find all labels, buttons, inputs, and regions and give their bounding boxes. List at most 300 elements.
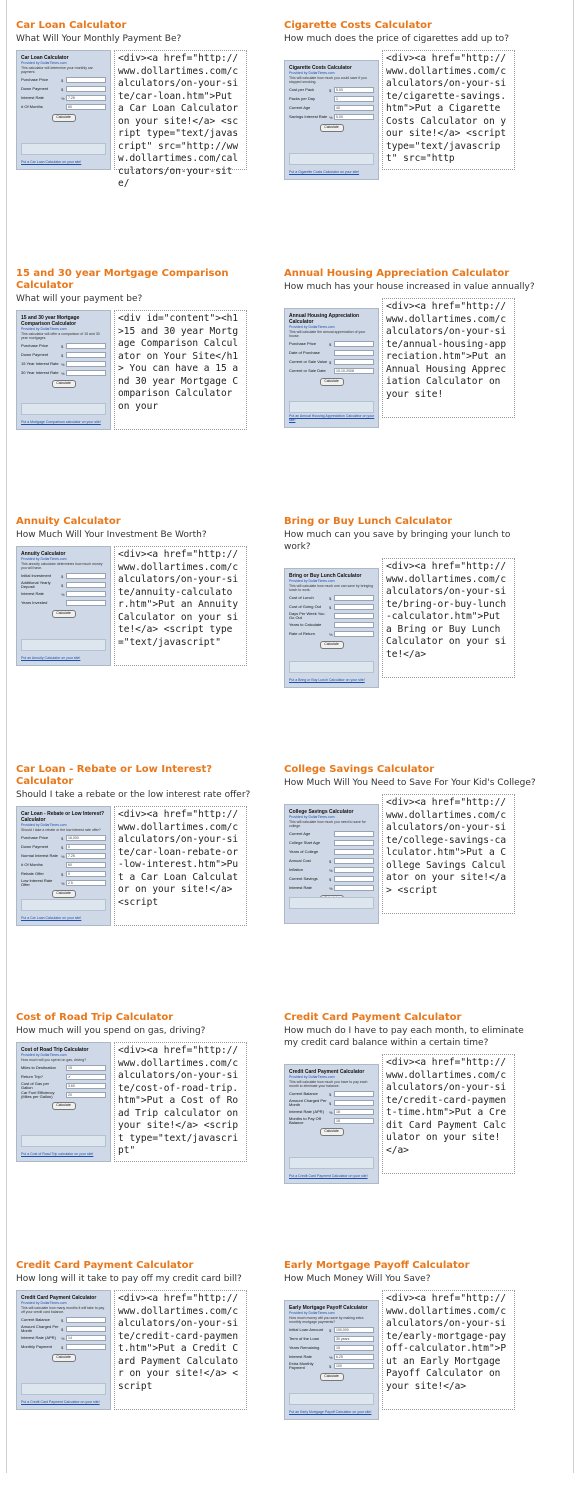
preview-field-label: Additional Yearly Deposit	[21, 580, 51, 589]
preview-field-input[interactable]: 7.25	[66, 95, 106, 101]
calculator-preview	[284, 308, 379, 428]
preview-field-unit: %	[61, 880, 65, 886]
preview-title: College Savings Calculator	[289, 809, 354, 815]
preview-field-unit: $	[329, 858, 332, 864]
calculator-preview	[284, 60, 379, 180]
preview-embed-link[interactable]: Put a Credit Card Payment Calculator on your site!	[289, 1174, 368, 1178]
preview-field-unit: %	[329, 867, 333, 873]
preview-result-box	[21, 403, 106, 415]
preview-field-unit: $	[61, 1326, 64, 1332]
preview-calculate-button[interactable]: Calculate	[52, 890, 76, 898]
calculator-card	[284, 20, 539, 268]
preview-field	[21, 1316, 106, 1324]
preview-provider-link[interactable]: Provided by DollarTimes.com	[289, 1311, 335, 1315]
preview-title: Annuity Calculator	[21, 551, 66, 557]
preview-description: This will calculate how much you could save if you stopped smoking.	[289, 76, 367, 84]
preview-field-input[interactable]: 100	[334, 1363, 374, 1369]
preview-field-input[interactable]: 15	[334, 1345, 374, 1351]
calculator-preview	[16, 1290, 111, 1410]
preview-field-input[interactable]	[334, 341, 374, 347]
preview-field-label: Term of the Loan	[289, 1336, 320, 1341]
preview-field-unit: %	[61, 95, 65, 101]
preview-field-input[interactable]	[334, 1091, 374, 1097]
preview-field	[289, 1099, 374, 1107]
calculator-card	[284, 516, 539, 764]
preview-field-unit: $	[61, 871, 64, 877]
preview-title: Cigarette Costs Calculator	[289, 65, 352, 71]
card-title-link[interactable]: Car Loan Calculator	[16, 20, 127, 31]
preview-field-input[interactable]	[66, 343, 106, 349]
card-title-link[interactable]: Cost of Road Trip Calculator	[16, 1012, 174, 1023]
preview-field-label: Interest Rate	[21, 591, 44, 596]
preview-field-input[interactable]	[334, 840, 374, 846]
calculator-card	[284, 764, 539, 1012]
preview-field-input[interactable]	[334, 858, 374, 864]
preview-field-unit: $	[329, 595, 332, 601]
preview-field-unit: $	[329, 1363, 332, 1369]
card-body	[284, 794, 539, 924]
preview-field-input[interactable]: 10-10-2008	[334, 368, 374, 374]
preview-field-unit: $	[329, 359, 332, 365]
embed-code-textarea[interactable]: <div><a href="http://www.dollartimes.com/calculators/on-your-site/car-loan-rebate-or-low-interest.htm">Put a Car Loan Calculator on your site!</a> <script	[114, 806, 247, 926]
preview-field-input[interactable]	[334, 867, 374, 873]
preview-field-input[interactable]: 40	[334, 105, 374, 111]
preview-field-input[interactable]: 7.25	[66, 853, 106, 859]
embed-code-textarea[interactable]: <div><a href="http://www.dollartimes.com/calculators/on-your-site/annuity-calculator.htm">Put an Annuity Calculator on your site!</a> <script type="text/javascript"	[114, 546, 247, 666]
calculator-preview	[16, 546, 111, 666]
preview-description: This annuity calculator determines how much money you will have.	[21, 562, 103, 570]
preview-field-label: Current or Sale Date	[289, 368, 326, 373]
calculator-preview	[284, 804, 379, 924]
preview-field	[289, 866, 374, 874]
preview-field-input[interactable]	[334, 622, 374, 628]
card-title-link[interactable]: Credit Card Payment Calculator	[16, 1260, 194, 1271]
preview-field-input[interactable]	[66, 1326, 106, 1332]
preview-field-unit: $	[61, 1344, 64, 1350]
preview-title: Credit Card Payment Calculator	[289, 1069, 365, 1075]
preview-field-input[interactable]	[66, 591, 106, 597]
preview-field	[21, 1343, 106, 1351]
embed-code-textarea[interactable]: <div><a href="http://www.dollartimes.com/calculators/on-your-site/credit-card-payment-time.htm">Put a Credit Card Payment Calculator on your site!</a>	[382, 1054, 515, 1174]
preview-field-input[interactable]	[66, 370, 106, 376]
preview-field-label: Savings Interest Rate	[289, 114, 328, 119]
preview-field-input[interactable]: 100,000	[334, 1327, 374, 1333]
preview-field	[21, 76, 106, 84]
card-title-link[interactable]: College Savings Calculator	[284, 764, 435, 775]
preview-title: Early Mortgage Payoff Calculator	[289, 1305, 368, 1311]
preview-field-label: Rebate Offer	[21, 871, 44, 876]
preview-field	[21, 843, 106, 851]
preview-field-input[interactable]	[66, 77, 106, 83]
preview-field-input[interactable]: 18	[334, 1109, 374, 1115]
preview-field-input[interactable]: 16,000	[66, 835, 106, 841]
preview-field-unit: $	[61, 1317, 64, 1323]
preview-field	[21, 369, 106, 377]
preview-field-label: Cost of Lunch	[289, 595, 314, 600]
preview-field-input[interactable]: 0	[66, 844, 106, 850]
card-title-link[interactable]: Annuity Calculator	[16, 516, 121, 527]
preview-description: This will calculate how much one can save by bringing lunch to work.	[289, 584, 374, 592]
preview-field	[289, 1108, 374, 1116]
preview-field-unit: $	[61, 352, 64, 358]
preview-field-input[interactable]	[334, 350, 374, 356]
preview-description: This will calculate how much you need to save for college.	[289, 820, 366, 828]
preview-field-label: Amount Charged Per Month	[289, 1098, 327, 1107]
preview-description: This will calculate the annual appreciation of your house.	[289, 330, 366, 338]
card-body	[16, 1042, 271, 1162]
preview-field-label: Purchase Price	[289, 341, 317, 346]
card-body	[284, 1290, 539, 1420]
preview-field-input[interactable]	[66, 582, 106, 588]
preview-field-label: Monthly Payment	[21, 1344, 52, 1349]
card-subtitle: How Much Will You Need to Save For Your Kid's College?	[284, 778, 536, 788]
preview-field	[289, 884, 374, 892]
card-body	[284, 1054, 539, 1184]
preview-field	[289, 1326, 374, 1334]
preview-result-box	[289, 897, 374, 909]
preview-title: Car Loan - Rebate or Low Interest? Calculator	[21, 811, 105, 823]
calculator-preview	[16, 310, 111, 430]
preview-field-label: Rate of Return	[289, 631, 316, 636]
preview-field	[21, 572, 106, 580]
card-subtitle: How Much Will Your Investment Be Worth?	[16, 530, 207, 540]
preview-field-unit: $	[329, 1327, 332, 1333]
preview-field-input[interactable]	[334, 849, 374, 855]
calculator-preview	[284, 1300, 379, 1420]
preview-field-unit: $	[61, 343, 64, 349]
preview-field-input[interactable]: 15	[66, 1065, 106, 1071]
card-title-link[interactable]: Bring or Buy Lunch Calculator	[284, 516, 453, 527]
preview-field	[21, 870, 106, 878]
preview-field-input[interactable]: 60	[66, 862, 106, 868]
preview-field-input[interactable]	[334, 885, 374, 891]
calculator-grid	[16, 20, 564, 1508]
preview-field-label: Purchase Price	[21, 835, 49, 840]
preview-field	[21, 1091, 106, 1099]
preview-field-unit: %	[61, 591, 65, 597]
preview-description: How much will you spend on gas, driving?	[21, 1058, 87, 1062]
preview-field-label: 30 Year Interest Rate	[21, 370, 59, 375]
preview-embed-link[interactable]: Put a Credit Card Payment Calculator on your site!	[21, 1400, 100, 1404]
preview-field-label: Days Per Week You Go Out	[289, 611, 325, 620]
preview-embed-link[interactable]: Put an Early Mortgage Payoff Calculator on your site!	[289, 1410, 372, 1414]
embed-code-textarea[interactable]: <div><a href="http://www.dollartimes.com/calculators/on-your-site/cigarette-savings.htm">Put a Cigarette Costs Calculator on your site!</a> <script type="text/javascript" src="http	[382, 50, 515, 170]
preview-provider-link[interactable]: Provided by DollarTimes.com	[21, 1053, 67, 1057]
preview-field	[289, 113, 374, 121]
preview-embed-link[interactable]: Put a Mortgage Comparison calculator on your site!	[21, 420, 101, 424]
preview-field	[289, 630, 374, 638]
preview-field-label: Amount Charged Per Month	[21, 1324, 59, 1333]
preview-field-input[interactable]: 0	[66, 871, 106, 877]
preview-field-label: Cost of Going Out	[289, 604, 322, 609]
calculator-card	[16, 268, 271, 516]
preview-provider-link[interactable]: Provided by DollarTimes.com	[289, 1075, 335, 1079]
preview-calculate-button[interactable]: Calculate	[52, 610, 76, 618]
calculator-preview	[284, 568, 379, 688]
preview-field-unit: $	[61, 77, 64, 83]
embed-code-textarea[interactable]: <div><a href="http://www.dollartimes.com/calculators/on-your-site/annual-housing-appreciation.htm">Put an Annual Housing Appreciation Calculator on your site!	[382, 298, 515, 418]
calculator-preview	[16, 806, 111, 926]
preview-field-input[interactable]	[66, 600, 106, 606]
preview-provider-link[interactable]: Provided by DollarTimes.com	[289, 71, 335, 75]
preview-provider-link[interactable]: Provided by DollarTimes.com	[21, 1301, 67, 1305]
preview-field	[21, 879, 106, 887]
preview-field-unit: $	[329, 876, 332, 882]
preview-field-input[interactable]: 18	[334, 1118, 374, 1124]
preview-field	[21, 599, 106, 607]
preview-field	[21, 1073, 106, 1081]
preview-field-label: Date of Purchase	[289, 350, 320, 355]
preview-title: Cost of Road Trip Calculator	[21, 1047, 89, 1053]
preview-field-input[interactable]: 30 years	[334, 1336, 374, 1342]
preview-field-input[interactable]: 2.5	[66, 880, 106, 886]
preview-result-box	[21, 1135, 106, 1147]
card-subtitle: How Much Money Will You Save?	[284, 1274, 431, 1284]
preview-calculate-button[interactable]: Calculate	[52, 1102, 76, 1110]
preview-field-input[interactable]	[66, 573, 106, 579]
preview-field-label: Interest Rate	[289, 1354, 312, 1359]
preview-calculate-button[interactable]: Calculate	[320, 124, 344, 132]
preview-field	[21, 360, 106, 368]
preview-field	[21, 85, 106, 93]
preview-field	[21, 834, 106, 842]
calculator-preview	[16, 50, 111, 170]
card-body	[16, 1290, 271, 1410]
preview-field-label: College Start Age	[289, 840, 321, 845]
preview-field	[289, 830, 374, 838]
preview-provider-link[interactable]: Provided by DollarTimes.com	[21, 557, 67, 561]
preview-field-label: Current or Sale Value	[289, 359, 328, 364]
preview-description: This will calculate how much you have to pay each month to eliminate your balance.	[289, 1080, 368, 1088]
preview-field-label: Down Payment	[21, 844, 49, 849]
preview-field	[21, 103, 106, 111]
preview-embed-link[interactable]: Put a Car Loan Calculator on your site!	[21, 160, 82, 164]
card-body	[16, 546, 271, 666]
preview-field-input[interactable]: 5.00	[334, 87, 374, 93]
preview-field	[21, 581, 106, 589]
preview-field-label: Initial Loan Amount	[289, 1327, 324, 1332]
card-subtitle: How much can you save by bringing your lunch to work?	[284, 530, 511, 552]
card-title-link[interactable]: Car Loan - Rebate or Low Interest? Calculator	[16, 764, 213, 787]
preview-embed-link[interactable]: Put an Annual Housing Appreciation Calculator on your site!	[289, 414, 375, 422]
preview-result-box	[289, 153, 374, 165]
card-subtitle: How much do I have to pay each month, to eliminate my credit card balance within a certain time?	[284, 1026, 524, 1048]
preview-provider-link[interactable]: Provided by DollarTimes.com	[21, 61, 67, 65]
preview-field-input[interactable]	[66, 1344, 106, 1350]
calculator-card	[284, 1012, 539, 1260]
preview-field	[289, 1117, 374, 1125]
embed-code-textarea[interactable]: <div><a href="http://www.dollartimes.com/calculators/on-your-site/college-savings-calculator.htm">Put a College Savings Calculator on your site!</a> <script	[382, 794, 515, 914]
preview-field	[21, 861, 106, 869]
preview-embed-link[interactable]: Put a Cigarette Costs Calculator on your site!	[289, 170, 360, 174]
preview-field-unit: %	[329, 885, 333, 891]
card-title-link[interactable]: Credit Card Payment Calculator	[284, 1012, 462, 1023]
preview-field-input[interactable]	[334, 876, 374, 882]
preview-field	[21, 1082, 106, 1090]
preview-result-box	[289, 1157, 374, 1169]
card-title-link[interactable]: 15 and 30 year Mortgage Comparison Calculator	[16, 268, 229, 291]
card-body	[16, 310, 271, 430]
preview-field-unit: %	[61, 1335, 65, 1341]
preview-result-box	[289, 401, 374, 413]
preview-calculate-button[interactable]: Calculate	[52, 380, 76, 388]
preview-title: Credit Card Payment Calculator	[21, 1295, 97, 1301]
preview-field	[289, 340, 374, 348]
preview-field-input[interactable]: 6.25	[334, 1354, 374, 1360]
preview-embed-link[interactable]: Put a Cost of Road Trip calculator on your site!	[21, 1152, 94, 1156]
preview-field-label: Current Balance	[289, 1091, 318, 1096]
card-subtitle: Should I take a rebate or the low interest rate offer?	[16, 790, 251, 800]
preview-field-label: Annual Cost	[289, 858, 311, 863]
preview-result-box	[21, 143, 106, 155]
preview-title: Annual Housing Appreciation Calculator	[289, 313, 360, 325]
preview-field-input[interactable]: 60	[66, 104, 106, 110]
preview-result-box	[289, 1393, 374, 1405]
card-subtitle: What Will Your Monthly Payment Be?	[16, 34, 182, 44]
preview-field-input[interactable]	[334, 359, 374, 365]
preview-field-input[interactable]: ✔	[66, 1074, 106, 1080]
preview-field	[289, 612, 374, 620]
preview-field-label: Initial Investment	[21, 573, 52, 578]
preview-field-input[interactable]	[66, 352, 106, 358]
embed-code-textarea[interactable]: <div id="content"><h1>15 and 30 year Mortgage Comparison Calculator on Your Site</h1> You can have a 15 and 30 year Mortgage Comparison Calculator on your	[114, 310, 247, 430]
preview-field-label: Return Trip?	[21, 1074, 44, 1079]
preview-field-label: Years to Calculate	[289, 622, 322, 627]
preview-field-label: Cost per Pack	[289, 87, 315, 92]
preview-field-label: Years Invested	[21, 600, 48, 605]
card-body	[16, 806, 271, 926]
preview-provider-link[interactable]: Provided by DollarTimes.com	[21, 327, 67, 331]
embed-code-textarea[interactable]: <div><a href="http://www.dollartimes.com/calculators/on-your-site/credit-card-payment.htm">Put a Credit Card Payment Calculator on your site!</a> <script	[114, 1290, 247, 1410]
preview-field	[289, 857, 374, 865]
preview-description: Should I take a rebate or the low interest rate offer?	[21, 828, 101, 832]
preview-field-label: Cost of Gas per Gallon	[21, 1081, 50, 1090]
preview-field-input[interactable]: 14	[66, 1335, 106, 1341]
preview-field-input[interactable]	[334, 831, 374, 837]
calculator-card	[284, 1260, 539, 1508]
preview-field-unit: $	[61, 86, 64, 92]
preview-field-input[interactable]: 5.00	[334, 114, 374, 120]
embed-code-textarea[interactable]: <div><a href="http://www.dollartimes.com/calculators/on-your-site/bring-or-buy-lunch-calculator.htm">Put a Bring or Buy Lunch Calculator on your site!</a>	[382, 558, 515, 678]
preview-provider-link[interactable]: Provided by DollarTimes.com	[21, 823, 67, 827]
preview-calculate-button[interactable]: Calculate	[320, 1128, 344, 1136]
preview-field-label: Car Fuel Efficiency (Miles per Gallon)	[21, 1090, 55, 1099]
preview-field-label: Interest Rate	[21, 95, 44, 100]
preview-field-unit: %	[61, 370, 65, 376]
preview-field-label: Interest Rate	[289, 885, 312, 890]
preview-field-label: Down Payment	[21, 352, 49, 357]
preview-field-label: Interest Rate (APR)	[21, 1335, 56, 1340]
preview-calculate-button[interactable]: Calculate	[52, 114, 76, 122]
preview-embed-link[interactable]: Put a Car Loan Calculator on your site!	[21, 916, 82, 920]
preview-field-unit: $	[329, 1100, 332, 1106]
card-subtitle: What will your payment be?	[16, 294, 143, 304]
preview-field-label: Current Age	[289, 831, 311, 836]
card-title-link[interactable]: Early Mortgage Payoff Calculator	[284, 1260, 470, 1271]
preview-calculate-button[interactable]: Calculate	[52, 1354, 76, 1362]
preview-provider-link[interactable]: Provided by DollarTimes.com	[289, 815, 335, 819]
calculator-card	[16, 20, 271, 268]
preview-field-input[interactable]	[334, 1100, 374, 1106]
preview-field-input[interactable]: 3.60	[66, 1083, 106, 1089]
preview-field-input[interactable]: 20	[66, 1092, 106, 1098]
card-body	[16, 50, 271, 189]
preview-field-input[interactable]: 1	[334, 96, 374, 102]
preview-field-label: # Of Months	[21, 862, 43, 867]
preview-embed-link[interactable]: Put a Bring or Buy Lunch Calculator on your site!	[289, 678, 365, 682]
preview-field	[289, 367, 374, 375]
preview-provider-link[interactable]: Provided by DollarTimes.com	[289, 579, 335, 583]
preview-field-label: Inflation	[289, 867, 304, 872]
preview-field-label: Current Age	[289, 105, 311, 110]
preview-embed-link[interactable]: Put an Annuity Calculator on your site!	[21, 656, 81, 660]
preview-field-input[interactable]	[334, 604, 374, 610]
preview-field	[21, 1064, 106, 1072]
preview-provider-link[interactable]: Provided by DollarTimes.com	[289, 325, 335, 329]
embed-code-textarea[interactable]: <div><a href="http://www.dollartimes.com/calculators/on-your-site/early-mortgage-payoff-calculator.htm">Put an Early Mortgage Payoff Calculator on your site!</a>	[382, 1290, 515, 1410]
preview-field-input[interactable]	[334, 631, 374, 637]
preview-field-label: Purchase Price	[21, 77, 49, 82]
preview-field-label: Years Remaining	[289, 1345, 320, 1350]
card-title-link[interactable]: Cigarette Costs Calculator	[284, 20, 432, 31]
preview-field	[21, 94, 106, 102]
calculator-card	[16, 516, 271, 764]
preview-field	[21, 342, 106, 350]
preview-field	[289, 349, 374, 357]
preview-field	[289, 1362, 374, 1370]
preview-field	[21, 1325, 106, 1333]
preview-field	[21, 351, 106, 359]
card-subtitle: How much does the price of cigarettes add up to?	[284, 34, 509, 44]
preview-calculate-button[interactable]: Calculate	[320, 378, 344, 386]
preview-field	[21, 590, 106, 598]
preview-field-input[interactable]	[66, 361, 106, 367]
card-title-link[interactable]: Annual Housing Appreciation Calculator	[284, 268, 510, 279]
preview-calculate-button[interactable]: Calculate	[320, 1373, 344, 1381]
calculator-card	[16, 764, 271, 1012]
card-subtitle: How much has your house increased in value annually?	[284, 282, 535, 292]
card-body	[284, 298, 539, 428]
preview-result-box	[289, 661, 374, 673]
preview-field-input[interactable]	[66, 1317, 106, 1323]
preview-title: Bring or Buy Lunch Calculator	[289, 573, 362, 579]
preview-field-unit: %	[329, 1354, 333, 1360]
card-body	[284, 50, 539, 180]
preview-field	[289, 1353, 374, 1361]
preview-field	[289, 1344, 374, 1352]
preview-result-box	[21, 1383, 106, 1395]
preview-field-label: Miles to Destination	[21, 1065, 56, 1070]
embed-code-textarea[interactable]: <div><a href="http://www.dollartimes.com/calculators/on-your-site/car-loan.htm">Put a Car Loan Calculator on your site!</a> <script type="text/javascript" src="http://www.dollartimes.com/calculators/on-your-site/	[114, 50, 247, 170]
preview-field-unit: %	[61, 361, 65, 367]
preview-field-label: Normal Interest Rate	[21, 853, 58, 858]
preview-field-label: Current Savings	[289, 876, 318, 881]
preview-field-input[interactable]	[66, 86, 106, 92]
preview-field-unit: $	[329, 604, 332, 610]
preview-field	[289, 104, 374, 112]
embed-code-textarea[interactable]: <div><a href="http://www.dollartimes.com/calculators/on-your-site/cost-of-road-trip.htm">Put a Cost of Road Trip calculator on your site!</a> <script type="text/javascript"	[114, 1042, 247, 1162]
preview-field-input[interactable]	[334, 613, 374, 619]
preview-calculate-button[interactable]: Calculate	[320, 641, 344, 649]
preview-field-label: # Of Months	[21, 104, 43, 109]
preview-field-input[interactable]	[334, 595, 374, 601]
preview-description: This calculator will offer a comparison of 15 and 30 year mortgages.	[21, 332, 100, 340]
preview-field-label: Current Balance	[21, 1317, 50, 1322]
preview-description: How much money will you save by making extra monthly mortgage payments?	[289, 1316, 364, 1324]
preview-field-unit: $	[61, 582, 64, 588]
preview-field	[289, 621, 374, 629]
preview-field-unit: $	[329, 341, 332, 347]
